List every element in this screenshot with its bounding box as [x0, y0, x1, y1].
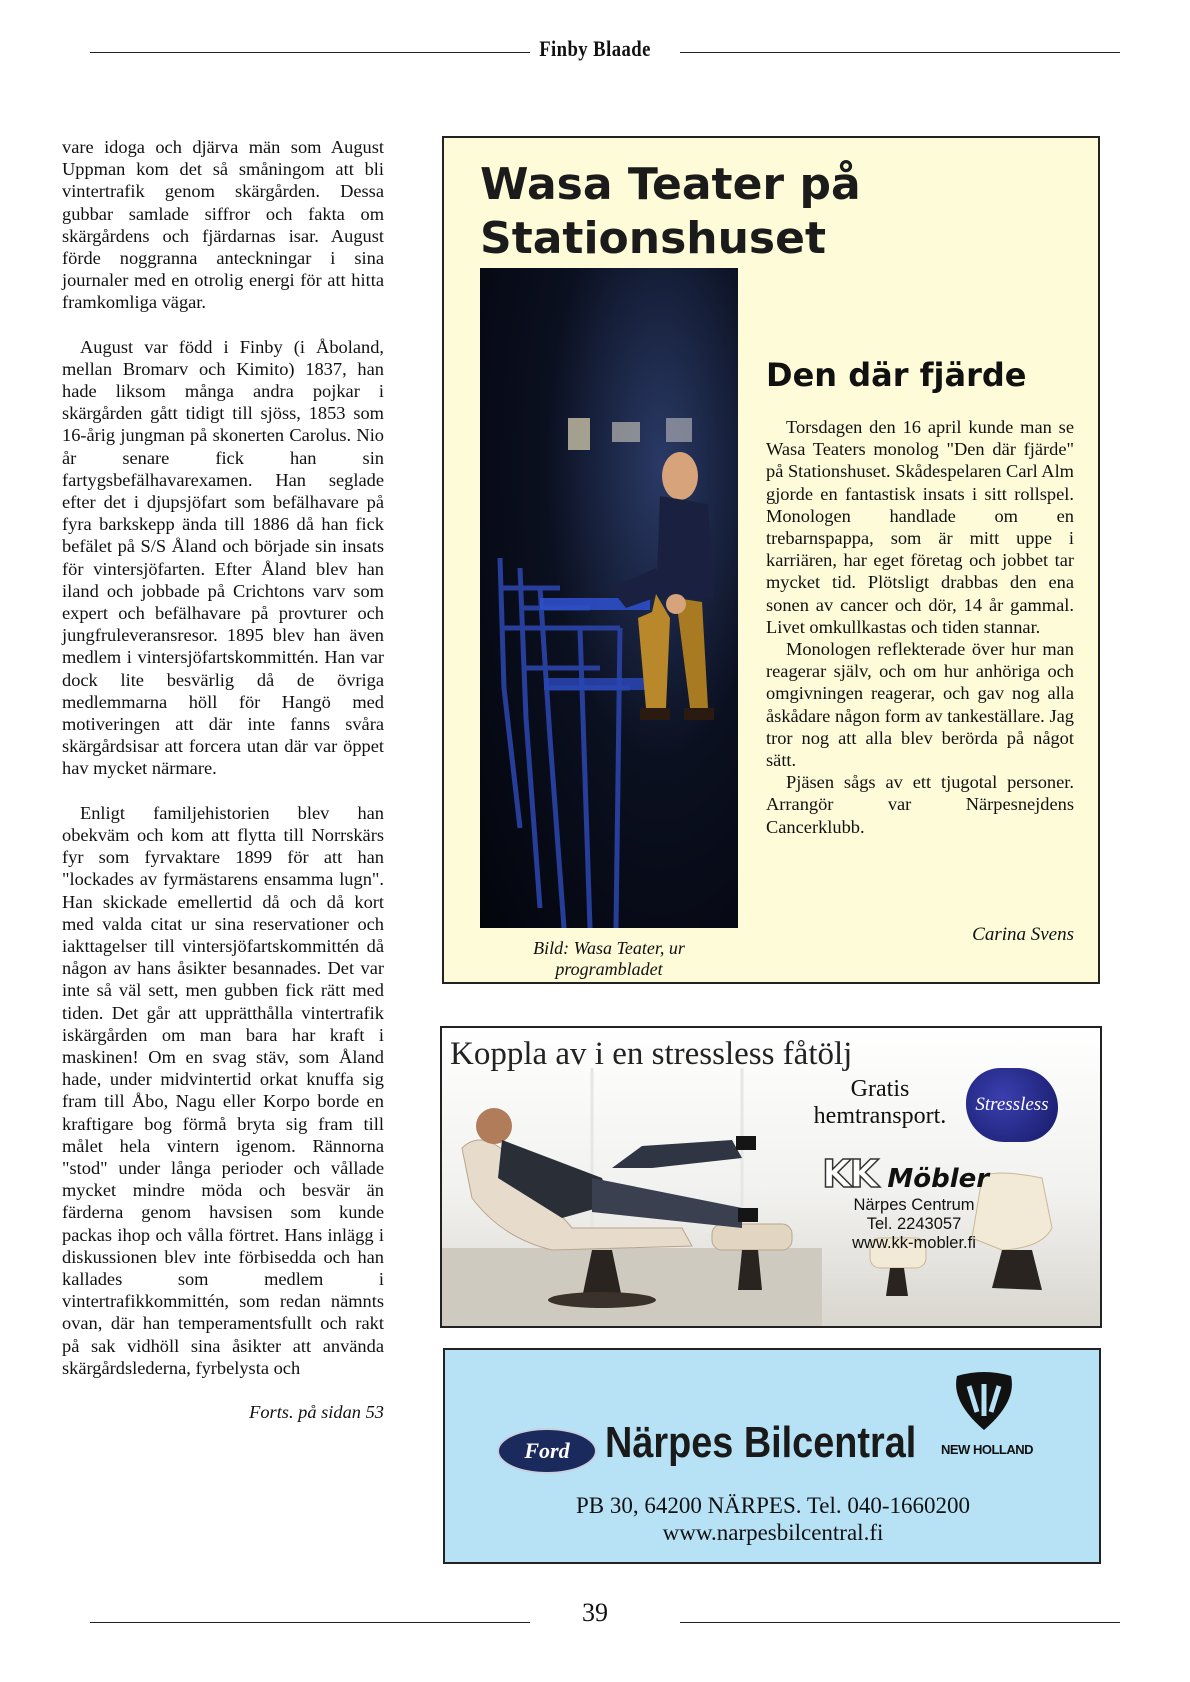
author-byline: Carina Svens	[972, 924, 1074, 945]
footer-rule-right	[680, 1622, 1120, 1623]
left-paragraph-3: Enligt familjehistorien blev han obekväm och kom att flytta till Norrskärs fyr som fyrvaktare 1899 för att han "lockades av fyrmästarens ensamma lugn". Han skickade emellertid då och då kort med valda citat ur sina reservationer och iakttagelser till vintersjöfartskommittén då någon av hans åsikter besannades. Det var inte så väl sett, men gubben fick rätt med tiden. Det går att upprätthålla vintertrafik iskärgården om man bara har kraft i maskinen! Om en svag stäv, som Åland hade, under midvintertid orkat knuffa sig fram till Åbo, Nagu eller Korpo borde en kraftigare bog förmå bryta sig fram till målet hela vintern igenom. Rännorna "stod" under långa perioder och vållade mycket mindre möda och besvär än färderna genom havsisen som kunde packas ihop och vålla förtret. Hans inlägg i diskussionen blev inte förbisedda och han kallades som medlem i vintertrafikkommittén, som redan nämnts ovan, där han temperamentsfullt och rakt på sak vidhöll sina åsikter att använda skärgårdslederna, fyrbelysta och	[62, 802, 384, 1378]
new-holland-leaf-icon	[949, 1372, 1019, 1432]
bilcentral-address	[445, 1492, 1101, 1546]
ford-logo: Ford	[497, 1428, 597, 1474]
left-paragraph-1: vare idoga och djärva män som August Uppman kom det så småningom att bli vintertrafik genom skärgården. Dessa gubbar samlade siffror och fakta om skärgårdens och fjärdarnas isar. August förde noggranna anteckningar i sina journaler med en otrolig energi för att hitta framkomliga vägar.	[62, 137, 384, 313]
teater-headline: Wasa Teater på Stationshuset	[480, 159, 861, 264]
teater-photo	[480, 268, 738, 928]
kk-mark: KK	[822, 1152, 877, 1196]
left-paragraph-2: August var född i Finby (i Åboland, mellan Bromarv och Kimito) 1837, han hade liksom många andra pojkar i skärgården gått tidigt till sjöss, 1853 som 16-årig jungman på skonerten Carolus. Nio år senare fick han sin fartygsbefälhavarexamen. Han seglade efter det i djupsjöfart som befälhavare på fyra barkskepp ända till 1886 då han fick befälet på S/S Åland och började sin insats för vintersjöfarten. Efter Åland blev han iland och jobbade på Crichtons varv som expert och befälhavare på provturer och jungfruleveransresor. 1895 blev han även medlem i vintersjöfartskommittén. Han var dock lite besvärlig då de övriga medlemmarna höll för Hangö med motiveringen att där inte fanns svåra skärgårdsisar att forcera utan där var öppet hav mycket närmare.	[62, 336, 384, 779]
masthead: Finby Blaade	[539, 36, 651, 61]
bilcentral-address-line: PB 30, 64200 NÄRPES. Tel. 040-1660200	[575, 1493, 971, 1518]
stressless-logo: Stressless	[966, 1068, 1058, 1142]
continued-note: Forts. på sidan 53	[249, 1401, 384, 1422]
kk-address-line-1: Närpes Centrum	[853, 1196, 975, 1214]
teater-body	[766, 416, 1074, 838]
teater-subheadline: Den där fjärde	[766, 356, 1027, 394]
stressless-ad	[440, 1026, 1102, 1328]
stressless-tagline: Koppla av i en stressless fåtölj	[450, 1036, 853, 1072]
kk-website: www.kk-mobler.fi	[852, 1234, 976, 1252]
new-holland-label: NEW HOLLAND	[941, 1442, 1033, 1457]
kk-address	[834, 1196, 994, 1253]
bilcentral-name: Närpes Bilcentral	[605, 1418, 917, 1467]
left-column-article	[62, 136, 384, 1423]
teater-paragraph-2: Monologen reflekterade över hur man reagerar själv, och om hur anhöriga och omgivningen reagerar, och gav nog alla åskådare någon form av tankeställare. Jag tror nog att alla blev berörda på något sätt.	[766, 639, 1074, 771]
page-number: 39	[582, 1598, 608, 1627]
bilcentral-ad	[443, 1348, 1101, 1564]
header-rule-right	[680, 52, 1120, 53]
actor-on-stage-illustration	[480, 268, 738, 928]
photo-caption: Bild: Wasa Teater, ur programbladet	[533, 938, 685, 979]
teater-article-box	[442, 136, 1100, 984]
teater-paragraph-3: Pjäsen sågs av ett tjugotal personer. Arrangör var Närpesnejdens Cancerklubb.	[766, 772, 1074, 837]
teater-paragraph-1: Torsdagen den 16 april kunde man se Wasa Teaters monolog "Den där fjärde" på Stationshuset. Skådespelaren Carl Alm gjorde en fantastisk insats i sitt rollspel. Monologen handlade om en trebarnspappa, som är mitt uppe i karriären, har eget företag och jobbet tar mycket tid. Plötsligt drabbas den ena sonen av cancer och dör, 14 år gammal. Livet omkullkastas och tiden stannar.	[766, 417, 1074, 637]
free-delivery-offer: Gratis hemtransport.	[813, 1076, 947, 1129]
mobler-word: Möbler	[887, 1164, 990, 1194]
bilcentral-website: www.narpesbilcentral.fi	[662, 1520, 884, 1545]
kk-mobler-logo	[822, 1152, 1072, 1196]
kk-phone: Tel. 2243057	[866, 1215, 962, 1233]
